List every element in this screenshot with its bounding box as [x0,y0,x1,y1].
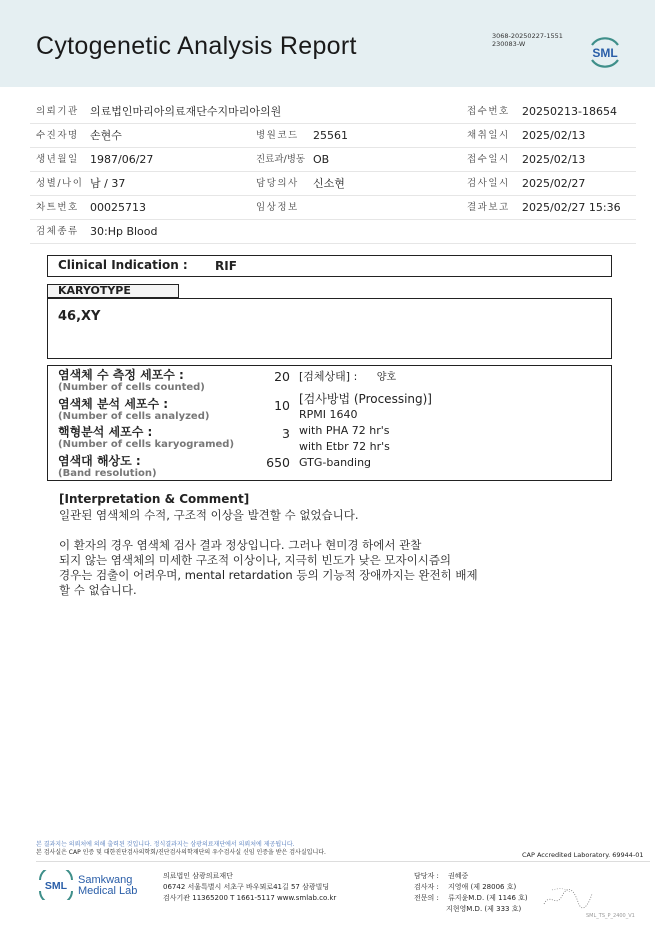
cells-counted-en: (Number of cells counted) [58,382,205,393]
report-title: Cytogenetic Analysis Report [36,32,357,60]
footer-divider [36,861,650,862]
interpretation-heading: [Interpretation & Comment] [59,492,250,506]
org-name: 의료법인 삼광의료재단 [163,872,233,880]
info-row [30,220,636,244]
doctor-label: 담당의사 [256,178,299,189]
cell-analysis-box [47,365,612,481]
staff-name: 지영애 (제 28006 호) [448,883,517,891]
patient-info-table [30,100,636,244]
band-resolution-value: 650 [266,455,290,470]
brand-line-2: Medical Lab [78,885,138,897]
receipt-date-value: 2025/02/13 [522,153,586,166]
info-row [30,196,636,220]
band-resolution-label [58,455,157,479]
hospital-code-value: 25561 [313,129,348,142]
interpretation-line: 경우는 검출이 어려우며, mental retardation 등의 기능적 장애까지는 완전히 배제 [59,568,478,582]
specimen-status [299,369,396,385]
contact-line: 검사기관 11365200 T 1661-5117 www.smlab.co.kr [163,894,337,902]
cells-counted-ko: 염색체 수 측정 세포수 : [58,368,184,382]
info-row [30,124,636,148]
info-row [30,100,636,124]
staff-name: 지현영M.D. (제 333 호) [446,905,522,913]
doctor-value: 신소현 [313,177,345,190]
staff-list [414,871,528,915]
cells-karyogramed-label [58,426,234,450]
sml-logo [586,33,624,71]
staff-label: 전문의 : [414,894,439,902]
karyotype-box [47,298,612,359]
cells-counted-value: 20 [274,369,290,384]
cells-analyzed-ko: 염색체 분석 세포수 : [58,397,169,411]
staff-name: 권혜중 [448,872,469,880]
cells-karyogramed-value: 3 [282,426,290,441]
specimen-label: 검체종류 [36,226,79,237]
patient-label: 수진자명 [36,130,79,141]
chart-label: 차트번호 [36,202,79,213]
collect-date-value: 2025/02/13 [522,129,586,142]
processing-etbr: with Etbr 72 hr's [299,440,390,453]
clinical-info-label: 임상정보 [256,202,299,213]
birth-value: 1987/06/27 [90,153,154,166]
clinical-indication-value: RIF [215,259,237,273]
receipt-no-label: 접수번호 [467,106,510,117]
chart-value: 00025713 [90,201,146,214]
interpretation-line: 할 수 없습니다. [59,583,137,597]
samkwang-brand [78,875,137,897]
sex-age-label: 성별/나이 [36,178,84,189]
specimen-status-label: [검체상태] : [299,370,358,383]
clinical-indication-box [47,255,612,277]
clinical-indication-label: Clinical Indication : [58,258,188,272]
interpretation-line: 되지 않는 염색체의 미세한 구조적 이상이나, 지극히 빈도가 낮은 모자이시즘의 [59,553,452,567]
specimen-value: 30:Hp Blood [90,225,158,238]
interpretation-section [59,492,478,598]
interpretation-line: 이 환자의 경우 염색체 검사 결과 정상입니다. 그러나 현미경 하에서 관찰 [59,538,422,552]
karyotype-value: 46,XY [58,309,101,324]
cells-analyzed-en: (Number of cells analyzed) [58,411,210,422]
hospital-code-label: 병원코드 [256,130,299,141]
report-date-value: 2025/02/27 15:36 [522,201,621,214]
cells-counted-label [58,369,205,393]
sml-logo-text: SML [592,46,618,60]
processing-label: [검사방법 (Processing)] [299,392,432,406]
dept-label: 진료과/병동 [256,154,306,165]
interpretation-line: 일관된 염색체의 수적, 구조적 이상을 발견할 수 없었습니다. [59,508,359,522]
footer-note-1: 본 결과지는 의뢰처에 의해 출력된 것입니다. 정식결과지는 삼광의료재단에서 의뢰처에 제공됩니다. [36,841,295,848]
document-code-2: 230083-W [492,40,526,48]
receipt-date-label: 접수일시 [467,154,510,165]
specimen-status-value: 양호 [376,372,397,383]
brand-line-1: Samkwang [78,874,133,886]
staff-label: 검사자 : [414,883,439,891]
footer-notes [36,841,326,856]
collect-date-label: 채취일시 [467,130,510,141]
test-date-label: 검사일시 [467,178,510,189]
info-row [30,172,636,196]
receipt-no-value: 20250213-18654 [522,105,617,118]
institution-label: 의뢰기관 [36,106,79,117]
lab-address [163,871,336,904]
document-code-1: 3068-20250227-1551 [492,32,563,40]
staff-name: 류지윤M.D. (제 1146 호) [448,894,528,902]
info-row [30,148,636,172]
dept-value: OB [313,153,330,166]
test-date-value: 2025/02/27 [522,177,586,190]
address-line: 06742 서울특별시 서초구 바우뫼로41길 57 삼광빌딩 [163,883,330,891]
report-date-label: 결과보고 [467,202,510,213]
patient-value: 손현수 [90,129,122,142]
institution-value: 의료법인마리아의료재단수지마리아의원 [90,105,282,118]
staff-label: 담당자 : [414,872,439,880]
band-resolution-ko: 염색대 해상도 : [58,454,141,468]
banding-method: GTG-banding [299,456,372,469]
karyotype-label: KARYOTYPE [47,284,179,298]
form-code: SML_TS_P_2400_V1 [586,913,635,919]
cells-karyogramed-en: (Number of cells karyogramed) [58,439,235,450]
cap-accreditation: CAP Accredited Laboratory. 69944-01 [522,851,644,859]
processing-pha: with PHA 72 hr's [299,424,390,437]
samkwang-logo [36,870,76,900]
signature [540,884,594,912]
report-header [0,0,655,87]
processing-medium: RPMI 1640 [299,408,358,421]
footer-note-2: 본 검사실은 CAP 인증 및 대한진단검사의학회/진단검사의학재단의 우수검사실 신임 인증을 받은 검사실입니다. [36,848,326,856]
birth-label: 생년월일 [36,154,79,165]
sex-age-value: 남 / 37 [90,177,126,190]
samkwang-logo-text: SML [44,880,68,892]
band-resolution-en: (Band resolution) [58,468,157,479]
cells-karyogramed-ko: 핵형분석 세포수 : [58,425,153,439]
document-codes [492,32,563,48]
cells-analyzed-value: 10 [274,398,290,413]
cells-analyzed-label [58,398,209,422]
